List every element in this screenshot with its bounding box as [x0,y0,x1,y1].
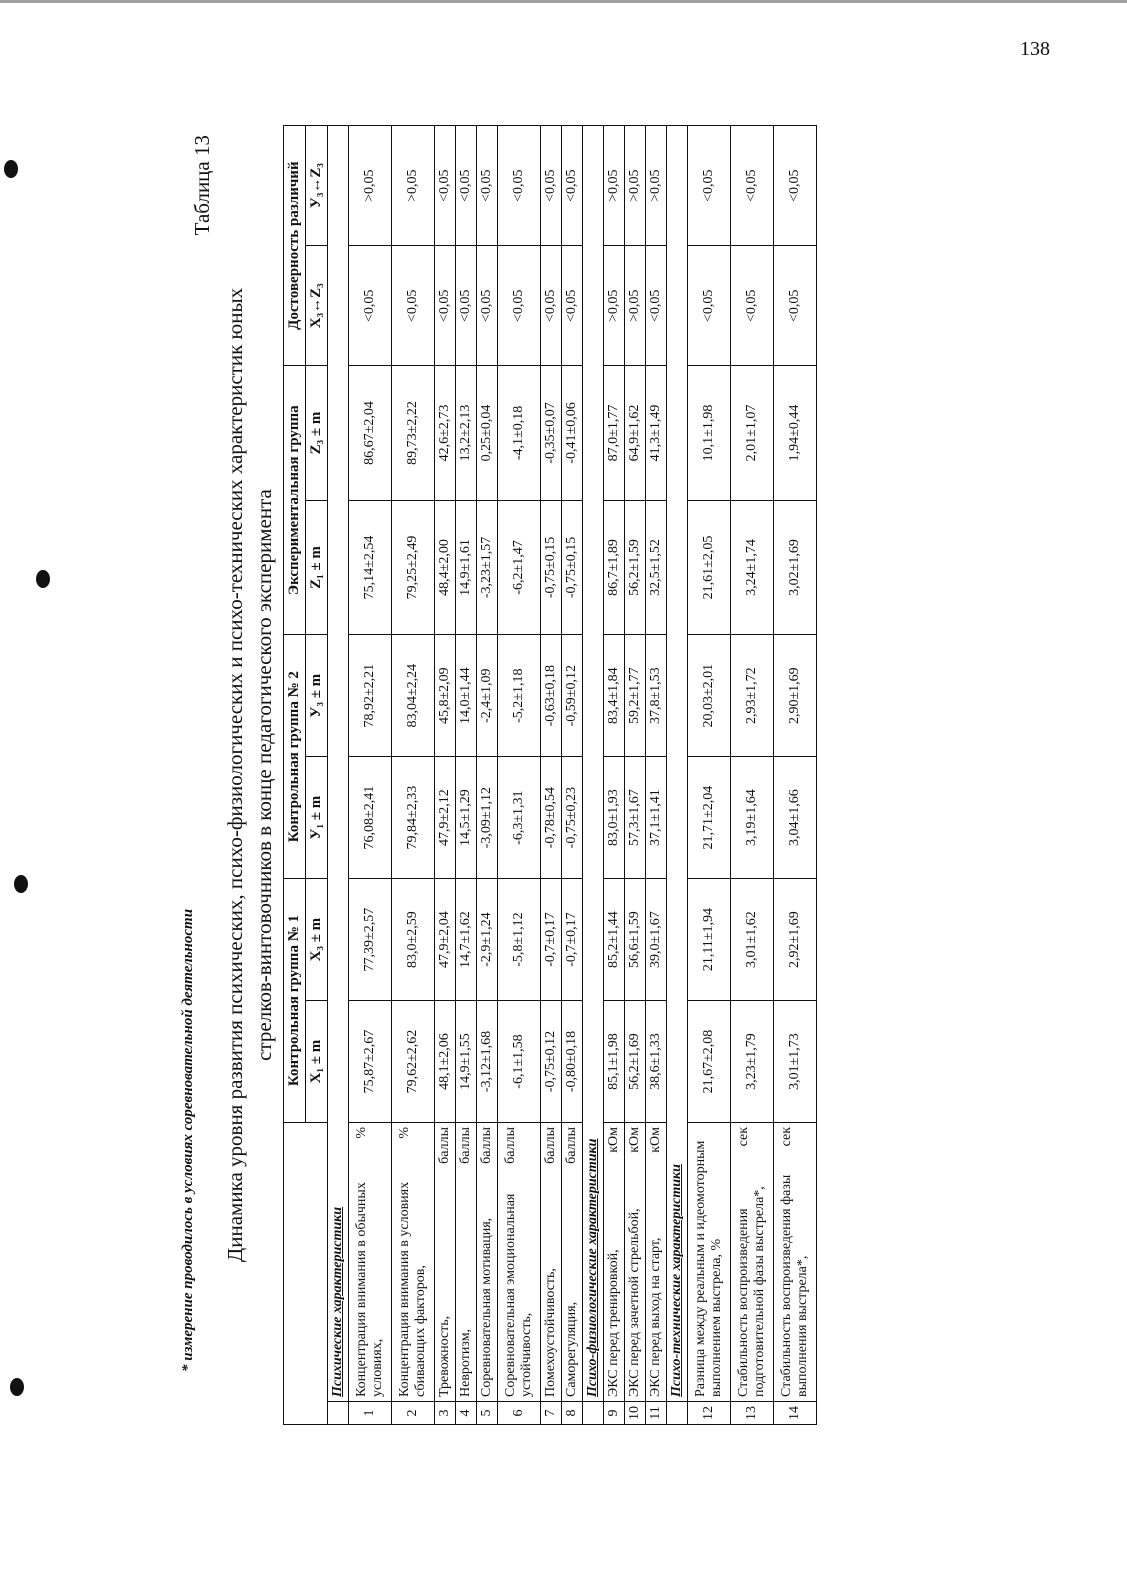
cell-x3: 83,0±2,59 [392,879,435,1001]
indicator-unit: баллы [503,1127,518,1164]
indicator-unit: баллы [437,1127,452,1164]
footnote: * измерение проводилось в условиях соревновательной деятельности [180,908,196,1372]
row-indicator [477,1123,498,1402]
cell-z1: 79,25±2,49 [392,500,435,635]
indicator-name: Концентрация внимания в обычных условиях, [354,1182,385,1397]
row-number: 13 [731,1402,774,1425]
cell-z1: -0,75±0,15 [562,500,583,635]
indicator-name: Невротизм, [458,1328,473,1397]
rotated-table-block [190,125,817,1425]
cell-y1: 37,1±1,41 [646,757,667,879]
table-row [625,126,646,1425]
cell-xz: <0,05 [456,246,477,366]
cell-z3: 0,25±0,04 [477,366,498,501]
scan-edge-line [0,0,1127,3]
row-indicator [604,1123,625,1402]
cell-y3: 2,93±1,72 [731,635,774,757]
cell-x1: 14,9±1,55 [456,1001,477,1123]
cell-x3: 39,0±1,67 [646,879,667,1001]
header-reliability: Достоверность различий [284,126,306,366]
cell-z1: 3,02±1,69 [774,500,817,635]
cell-yz: >0,05 [392,126,435,246]
indicator-name: ЭКС перед зачетной стрельбой, [627,1208,642,1397]
cell-z1: 21,61±2,05 [688,500,731,635]
binder-hole-mark [4,160,18,178]
row-indicator [541,1123,562,1402]
cell-y1: 76,08±2,41 [349,757,392,879]
indicator-unit: сек [736,1127,751,1147]
indicator-name: Стабильность воспроизведения подготовительной фазы выстрела*, [736,1186,767,1397]
cell-z3: 87,0±1,77 [604,366,625,501]
section-row [583,126,604,1425]
cell-x3: -2,9±1,24 [477,879,498,1001]
header-group1: Контрольная группа № 1 [284,879,306,1123]
row-indicator [392,1123,435,1402]
header-x1: X₁ ± m [306,1001,328,1123]
cell-x1: 3,23±1,79 [731,1001,774,1123]
cell-xz: <0,05 [774,246,817,366]
row-indicator [688,1123,731,1402]
row-indicator [774,1123,817,1402]
cell-x3: 85,2±1,44 [604,879,625,1001]
cell-yz: >0,05 [349,126,392,246]
cell-x3: 77,39±2,57 [349,879,392,1001]
cell-z3: -0,35±0,07 [541,366,562,501]
cell-y3: 37,8±1,53 [646,635,667,757]
table-row [435,126,456,1425]
cell-yz: <0,05 [498,126,541,246]
cell-x3: 3,01±1,62 [731,879,774,1001]
cell-y3: 78,92±2,21 [349,635,392,757]
cell-x1: 75,87±2,67 [349,1001,392,1123]
indicator-name: Соревновательная мотивация, [479,1217,494,1397]
cell-y3: 83,04±2,24 [392,635,435,757]
cell-z3: -0,41±0,06 [562,366,583,501]
row-number: 10 [625,1402,646,1425]
cell-xz: <0,05 [688,246,731,366]
cell-y3: 2,90±1,69 [774,635,817,757]
table-row [477,126,498,1425]
cell-xz: <0,05 [477,246,498,366]
title-line-2: стрелков-винтовочников в конце педагогического эксперимента [252,489,276,1061]
cell-x1: 56,2±1,69 [625,1001,646,1123]
indicator-name: Тревожность, [437,1315,452,1397]
cell-yz: <0,05 [688,126,731,246]
cell-yz: >0,05 [625,126,646,246]
row-indicator [646,1123,667,1402]
header-z1: Z₁ ± m [306,500,328,635]
indicator-unit: кОм [627,1127,642,1153]
indicator-unit: баллы [479,1127,494,1164]
cell-y3: -0,63±0,18 [541,635,562,757]
row-number: 3 [435,1402,456,1425]
cell-y3: 14,0±1,44 [456,635,477,757]
cell-xz: <0,05 [498,246,541,366]
cell-z1: 56,2±1,59 [625,500,646,635]
indicator-unit: баллы [458,1127,473,1164]
cell-x1: 3,01±1,73 [774,1001,817,1123]
header-empty [284,1123,328,1425]
indicator-unit: кОм [606,1127,621,1153]
row-number: 2 [392,1402,435,1425]
cell-y3: 45,8±2,09 [435,635,456,757]
row-number: 9 [604,1402,625,1425]
binder-hole-mark [36,570,50,588]
cell-yz: <0,05 [541,126,562,246]
indicator-unit: % [354,1127,369,1139]
table-row [731,126,774,1425]
cell-yz: <0,05 [456,126,477,246]
row-indicator [562,1123,583,1402]
row-number: 8 [562,1402,583,1425]
table-label: Таблица 13 [190,135,214,236]
cell-xz: <0,05 [731,246,774,366]
cell-x3: 14,7±1,62 [456,879,477,1001]
header-xz: X₃↔Z₃ [306,246,328,366]
cell-z1: 3,24±1,74 [731,500,774,635]
section-index-cell [667,1402,688,1425]
cell-x3: -0,7±0,17 [562,879,583,1001]
cell-z3: 13,2±2,13 [456,366,477,501]
cell-y1: 3,04±1,66 [774,757,817,879]
cell-yz: <0,05 [562,126,583,246]
cell-x1: -3,12±1,68 [477,1001,498,1123]
section-row [328,126,349,1425]
row-indicator [349,1123,392,1402]
cell-z3: 89,73±2,22 [392,366,435,501]
cell-z1: 75,14±2,54 [349,500,392,635]
cell-y1: 14,5±1,29 [456,757,477,879]
indicator-name: Соревновательная эмоциональная устойчивость, [503,1193,534,1397]
cell-z3: 42,6±2,73 [435,366,456,501]
row-number: 7 [541,1402,562,1425]
table-row [562,126,583,1425]
cell-y1: 79,84±2,33 [392,757,435,879]
cell-z1: 32,5±1,52 [646,500,667,635]
cell-z3: 2,01±1,07 [731,366,774,501]
binder-hole-mark [10,1378,24,1396]
page-number: 138 [1020,38,1050,60]
section-label: Психические характеристики [328,126,349,1402]
row-number: 1 [349,1402,392,1425]
cell-y3: 20,03±2,01 [688,635,731,757]
cell-x1: 79,62±2,62 [392,1001,435,1123]
cell-z1: -0,75±0,15 [541,500,562,635]
cell-z3: 41,3±1,49 [646,366,667,501]
header-x3: X₃ ± m [306,879,328,1001]
cell-yz: <0,05 [435,126,456,246]
header-yz: У₃↔Z₃ [306,126,328,246]
indicator-name: ЭКС перед тренировкой, [606,1249,621,1397]
header-y1: У₁ ± m [306,757,328,879]
cell-y1: 3,19±1,64 [731,757,774,879]
cell-z3: -4,1±0,18 [498,366,541,501]
table-title [221,125,279,1425]
indicator-name: Саморегуляция, [564,1301,579,1397]
row-indicator [625,1123,646,1402]
cell-x1: 38,6±1,33 [646,1001,667,1123]
cell-x3: 47,9±2,04 [435,879,456,1001]
indicator-name: Помехоустойчивость, [543,1268,558,1397]
cell-xz: <0,05 [562,246,583,366]
cell-yz: <0,05 [731,126,774,246]
cell-xz: <0,05 [349,246,392,366]
section-index-cell [328,1402,349,1425]
cell-y3: -2,4±1,09 [477,635,498,757]
cell-y1: 21,71±2,04 [688,757,731,879]
cell-z1: 86,7±1,89 [604,500,625,635]
cell-xz: >0,05 [604,246,625,366]
section-row [667,126,688,1425]
table-row [456,126,477,1425]
cell-x1: -6,1±1,58 [498,1001,541,1123]
cell-z3: 64,9±1,62 [625,366,646,501]
cell-z1: 48,4±2,00 [435,500,456,635]
header-group2: Контрольная группа № 2 [284,635,306,879]
cell-xz: >0,05 [625,246,646,366]
cell-z1: -3,23±1,57 [477,500,498,635]
section-label: Психо-технические характеристики [667,126,688,1402]
cell-z1: 14,9±1,61 [456,500,477,635]
cell-x1: 48,1±2,06 [435,1001,456,1123]
cell-y3: -5,2±1,18 [498,635,541,757]
cell-xz: <0,05 [646,246,667,366]
cell-z3: 10,1±1,98 [688,366,731,501]
row-number: 4 [456,1402,477,1425]
cell-y1: 57,3±1,67 [625,757,646,879]
cell-yz: <0,05 [774,126,817,246]
row-indicator [498,1123,541,1402]
cell-z1: -6,2±1,47 [498,500,541,635]
indicator-name: Стабильность воспроизведения фазы выполнения выстрела*, [779,1174,810,1397]
indicator-name: ЭКС перед выход на старт, [648,1237,663,1397]
row-indicator [731,1123,774,1402]
cell-xz: <0,05 [541,246,562,366]
table-row [392,126,435,1425]
cell-x3: -0,7±0,17 [541,879,562,1001]
cell-yz: >0,05 [646,126,667,246]
table-row [774,126,817,1425]
indicator-unit: кОм [648,1127,663,1153]
table-row [688,126,731,1425]
row-indicator [435,1123,456,1402]
cell-yz: <0,05 [477,126,498,246]
row-number: 5 [477,1402,498,1425]
indicator-name: Концентрация внимания в условиях сбивающих факторов, [397,1181,428,1397]
cell-y1: 47,9±2,12 [435,757,456,879]
row-number: 14 [774,1402,817,1425]
title-line-1: Динамика уровня развития психических, психо-физиологических и психо-технических характеристик юных [223,287,247,1263]
row-number: 6 [498,1402,541,1425]
cell-x3: 21,11±1,94 [688,879,731,1001]
cell-y1: -0,75±0,23 [562,757,583,879]
cell-x1: -0,80±0,18 [562,1001,583,1123]
cell-y1: -6,3±1,31 [498,757,541,879]
cell-xz: <0,05 [435,246,456,366]
binder-hole-mark [14,875,28,893]
section-index-cell [583,1402,604,1425]
cell-y1: 83,0±1,93 [604,757,625,879]
cell-xz: <0,05 [392,246,435,366]
table-row [646,126,667,1425]
cell-z3: 1,94±0,44 [774,366,817,501]
table-row [498,126,541,1425]
cell-x3: 2,92±1,69 [774,879,817,1001]
header-y3: У₃ ± m [306,635,328,757]
cell-x1: 85,1±1,98 [604,1001,625,1123]
table-row [604,126,625,1425]
indicator-unit: сек [779,1127,794,1147]
row-indicator [456,1123,477,1402]
cell-yz: >0,05 [604,126,625,246]
table-body [328,126,817,1425]
indicator-unit: баллы [564,1127,579,1164]
cell-x1: 21,67±2,08 [688,1001,731,1123]
cell-y3: -0,59±0,12 [562,635,583,757]
indicator-name: Разница между реальным и идеомоторным выполнением выстрела, % [693,1140,724,1397]
header-group3: Экспериментальная группа [284,366,306,635]
section-label: Психо-физиологические характеристики [583,126,604,1402]
header-z3: Z₃ ± m [306,366,328,501]
row-number: 11 [646,1402,667,1425]
table-row [541,126,562,1425]
cell-y1: -0,78±0,54 [541,757,562,879]
cell-z3: 86,67±2,04 [349,366,392,501]
cell-x1: -0,75±0,12 [541,1001,562,1123]
table-row [349,126,392,1425]
cell-y1: -3,09±1,12 [477,757,498,879]
cell-x3: -5,8±1,12 [498,879,541,1001]
cell-y3: 83,4±1,84 [604,635,625,757]
results-table [283,125,817,1425]
indicator-unit: баллы [543,1127,558,1164]
row-number: 12 [688,1402,731,1425]
indicator-unit: % [397,1127,412,1139]
cell-y3: 59,2±1,77 [625,635,646,757]
cell-x3: 56,6±1,59 [625,879,646,1001]
